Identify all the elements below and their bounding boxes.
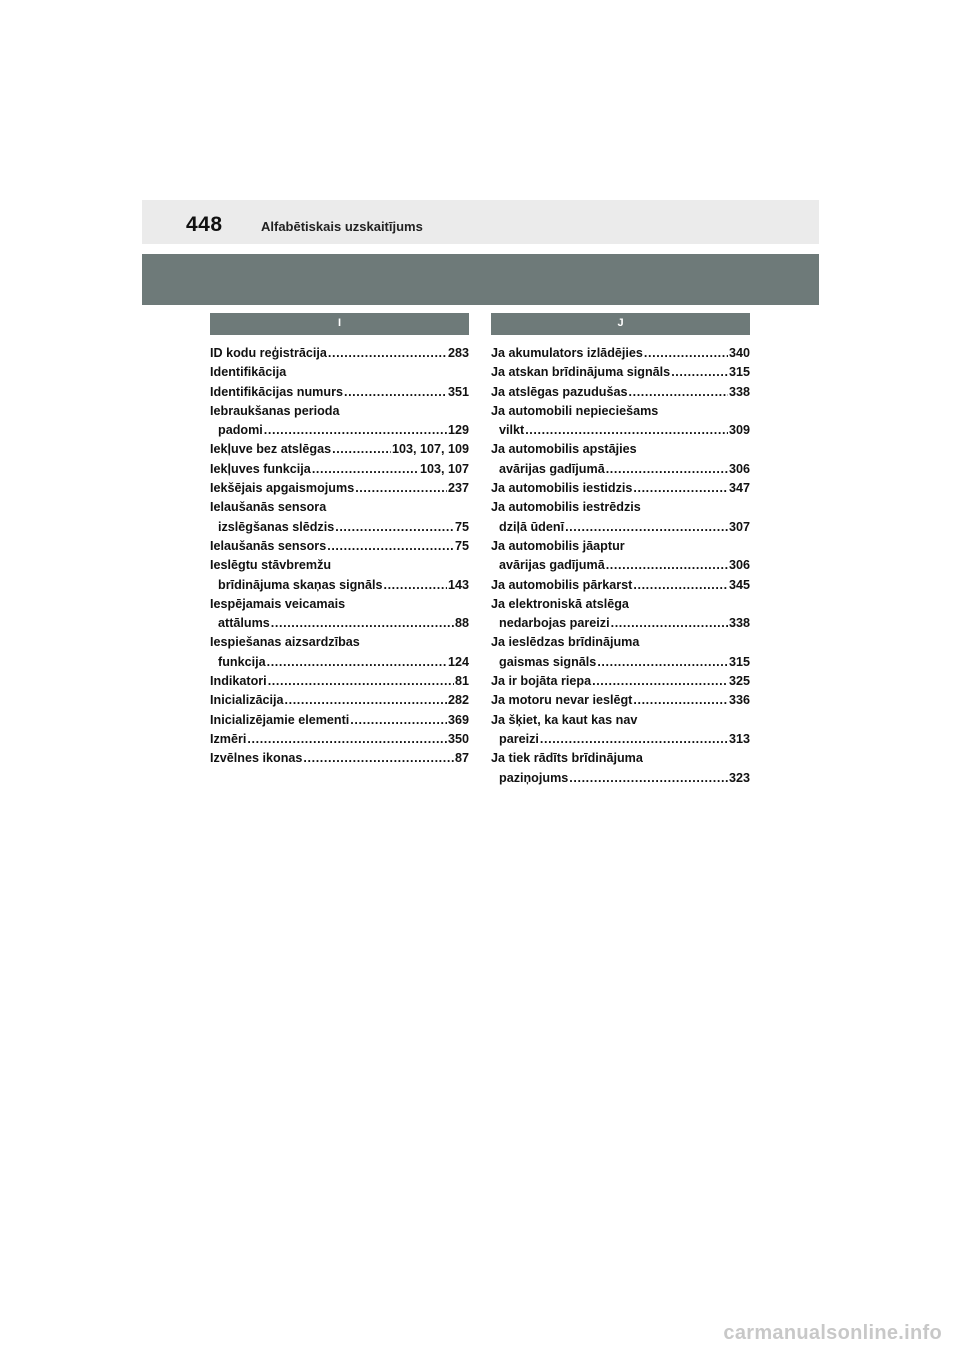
entry-term: Ja motoru nevar ieslēgt [491, 693, 633, 708]
dot-leader [327, 537, 454, 556]
entry-term: funkcija [218, 654, 266, 669]
index-entry-line [491, 691, 750, 710]
page-reference: 350 [447, 731, 469, 746]
entry-term: vilkt [499, 423, 525, 438]
entry-term: Iekšējais apgaismojums [210, 481, 355, 496]
entry-term: Iekļuves funkcija [210, 461, 311, 476]
entry-term: nedarbojas pareizi [499, 616, 610, 631]
index-entry-line [491, 498, 750, 517]
page-reference: 369 [447, 712, 469, 727]
index-entry-line [210, 383, 469, 402]
index-entry-line [210, 344, 469, 363]
index-entry [491, 633, 750, 672]
entry-term: avārijas gadījumā [499, 461, 605, 476]
index-entry [491, 498, 750, 537]
index-entry-line [491, 479, 750, 498]
index-entry-line [491, 537, 750, 556]
page-reference: 87 [454, 751, 469, 766]
dot-leader [606, 556, 728, 575]
entry-term: Ja ir bojāta riepa [491, 674, 592, 689]
index-entry [491, 383, 750, 402]
entry-term: Ieslēgtu stāvbremžu [210, 558, 332, 573]
entry-term: Identifikācijas numurs [210, 384, 343, 399]
dot-leader [285, 691, 447, 710]
index-entry [491, 537, 750, 576]
page-reference: 347 [728, 481, 750, 496]
entry-term: Ja elektroniskā atslēga [491, 596, 629, 611]
entry-term: Inicializācija [210, 693, 284, 708]
index-entry-line [491, 711, 750, 730]
dot-leader [267, 653, 447, 672]
index-entry-line [491, 595, 750, 614]
page-reference: 345 [728, 577, 750, 592]
header-bar [142, 200, 819, 244]
index-entry-line [491, 344, 750, 363]
section-title: Alfabētiskais uzskaitījums [261, 219, 423, 234]
index-entry-line [210, 460, 469, 479]
dot-leader [303, 749, 454, 768]
dot-leader [355, 479, 447, 498]
index-entry-line [491, 363, 750, 382]
entry-term: Ielaušanās sensors [210, 538, 327, 553]
page-reference: 283 [447, 346, 469, 360]
page-reference: 340 [728, 346, 750, 360]
entry-term: Ja atslēgas pazudušas [491, 384, 628, 399]
index-entry-line [210, 576, 469, 595]
chapter-banner [142, 254, 819, 305]
dot-leader [344, 383, 447, 402]
index-entry [491, 440, 750, 479]
index-entry [210, 344, 469, 363]
index-entry-line [210, 595, 469, 614]
entry-term: Inicializējamie elementi [210, 712, 350, 727]
page-number: 448 [186, 213, 223, 236]
dot-leader [611, 614, 728, 633]
index-entry-line [210, 633, 469, 652]
index-entry [210, 711, 469, 730]
dot-leader [332, 440, 391, 459]
dot-leader [268, 672, 454, 691]
index-entry [210, 402, 469, 441]
index-entry-line [491, 672, 750, 691]
page-reference: 338 [728, 384, 750, 399]
index-entry [491, 576, 750, 595]
index-entry [210, 537, 469, 556]
index-entries-i [210, 344, 469, 769]
dot-leader [383, 576, 447, 595]
page-reference: 315 [728, 654, 750, 669]
index-column-i [210, 313, 469, 769]
index-entry-line [491, 769, 750, 788]
dot-leader [540, 730, 728, 749]
entry-term: pareizi [499, 731, 539, 746]
index-entry-line [491, 421, 750, 440]
index-entry [491, 749, 750, 788]
dot-leader [328, 344, 447, 363]
entry-term: Izmēri [210, 731, 247, 746]
dot-leader [592, 672, 728, 691]
entry-term: Iekļuve bez atslēgas [210, 442, 332, 457]
entry-term: brīdinājuma skaņas signāls [218, 577, 383, 592]
entry-term: Identifikācija [210, 365, 287, 380]
entry-term: izslēgšanas slēdzis [218, 519, 335, 534]
entry-term: gaismas signāls [499, 654, 597, 669]
page-reference: 143 [447, 577, 469, 592]
index-entry [491, 672, 750, 691]
page-reference: 81 [454, 674, 469, 689]
entry-term: Ja automobilis apstājies [491, 442, 637, 457]
entry-term: padomi [218, 423, 263, 438]
dot-leader [569, 769, 728, 788]
index-entry-line [210, 691, 469, 710]
page-reference: 103, 107 [419, 461, 469, 476]
dot-leader [629, 383, 728, 402]
index-entry-line [210, 749, 469, 768]
index-entry [210, 691, 469, 710]
dot-leader [350, 711, 447, 730]
index-entry-line [210, 479, 469, 498]
index-entry-line [210, 518, 469, 537]
page-reference: 103, 107, 109 [391, 442, 469, 457]
index-entry-line [210, 672, 469, 691]
index-entry-line [491, 653, 750, 672]
index-entry-line [210, 537, 469, 556]
index-entry-line [491, 730, 750, 749]
index-entry [210, 595, 469, 634]
index-entry-line [491, 749, 750, 768]
dot-leader [525, 421, 728, 440]
dot-leader [565, 518, 728, 537]
dot-leader [633, 576, 728, 595]
entry-term: Ja automobilis iestidzis [491, 481, 633, 496]
page-reference: 351 [447, 384, 469, 399]
page-reference: 313 [728, 731, 750, 746]
index-entry-line [210, 653, 469, 672]
index-entry [210, 363, 469, 382]
index-entry [210, 749, 469, 768]
index-entry [210, 730, 469, 749]
dot-leader [606, 460, 728, 479]
entry-term: Indikatori [210, 674, 267, 689]
index-entry-line [491, 518, 750, 537]
index-entry-line [210, 498, 469, 517]
index-entry [491, 402, 750, 441]
dot-leader [597, 653, 728, 672]
index-entry-line [491, 633, 750, 652]
entry-term: Ja tiek rādīts brīdinājuma [491, 751, 643, 766]
index-entry-line [210, 711, 469, 730]
index-entry [491, 711, 750, 750]
page-reference: 325 [728, 674, 750, 689]
page-reference: 75 [454, 519, 469, 534]
entry-term: Ja automobilis jāaptur [491, 538, 625, 553]
index-entry-line [491, 402, 750, 421]
entry-term: Iespējamais veicamais [210, 596, 346, 611]
page-reference: 309 [728, 423, 750, 438]
page-reference: 307 [728, 519, 750, 534]
page-reference: 75 [454, 538, 469, 553]
entry-term: Ja akumulators izlādējies [491, 346, 643, 360]
page-reference: 306 [728, 461, 750, 476]
page-reference: 338 [728, 616, 750, 631]
entry-term: Ja ieslēdzas brīdinājuma [491, 635, 640, 650]
dot-leader [247, 730, 447, 749]
index-entry-line [210, 402, 469, 421]
index-entry [210, 460, 469, 479]
index-entry [210, 556, 469, 595]
entry-term: Ja atskan brīdinājuma signāls [491, 365, 671, 380]
index-entry-line [210, 614, 469, 633]
index-entries-j [491, 344, 750, 788]
entry-term: attālums [218, 616, 270, 631]
page-reference: 124 [447, 654, 469, 669]
entry-term: Iespiešanas aizsardzības [210, 635, 360, 650]
entry-term: ID kodu reģistrācija [210, 346, 327, 360]
page-reference: 306 [728, 558, 750, 573]
entry-term: paziņojums [499, 770, 569, 785]
entry-term: Izvēlnes ikonas [210, 751, 303, 766]
index-entry-line [491, 383, 750, 402]
entry-term: Ja šķiet, ka kaut kas nav [491, 712, 638, 727]
entry-term: avārijas gadījumā [499, 558, 605, 573]
index-entry-line [491, 614, 750, 633]
page-reference: 129 [447, 423, 469, 438]
index-entry [210, 383, 469, 402]
entry-term: Ja automobili nepieciešams [491, 403, 659, 418]
dot-leader [644, 344, 728, 363]
page-reference: 323 [728, 770, 750, 785]
entry-term: dziļā ūdenī [499, 519, 565, 534]
index-entry [210, 440, 469, 459]
index-entry-line [210, 556, 469, 575]
index-entry-line [491, 440, 750, 459]
index-entry-line [491, 556, 750, 575]
index-entry [491, 691, 750, 710]
dot-leader [312, 460, 419, 479]
index-entry-line [210, 440, 469, 459]
dot-leader [264, 421, 447, 440]
letter-heading-j: J [491, 313, 750, 335]
index-entry [210, 672, 469, 691]
index-entry-line [210, 363, 469, 382]
index-entry-line [491, 460, 750, 479]
dot-leader [271, 614, 454, 633]
index-entry [210, 479, 469, 498]
index-entry [210, 498, 469, 537]
page-reference: 237 [447, 481, 469, 496]
page-reference: 88 [454, 616, 469, 631]
index-entry [491, 595, 750, 634]
index-entry [491, 479, 750, 498]
dot-leader [335, 518, 454, 537]
index-entry-line [491, 576, 750, 595]
index-entry [491, 363, 750, 382]
index-entry [210, 633, 469, 672]
entry-term: Iebraukšanas perioda [210, 403, 340, 418]
page-reference: 336 [728, 693, 750, 708]
entry-term: Ielaušanās sensora [210, 500, 327, 515]
dot-leader [633, 691, 728, 710]
dot-leader [633, 479, 728, 498]
index-entry [491, 344, 750, 363]
index-entry-line [210, 421, 469, 440]
entry-term: Ja automobilis pārkarst [491, 577, 633, 592]
dot-leader [671, 363, 728, 382]
letter-heading-i: I [210, 313, 469, 335]
page-reference: 315 [728, 365, 750, 380]
entry-term: Ja automobilis iestrēdzis [491, 500, 641, 515]
watermark-text: carmanualsonline.info [723, 1322, 942, 1344]
index-column-j [491, 313, 750, 788]
page-reference: 282 [447, 693, 469, 708]
index-entry-line [210, 730, 469, 749]
